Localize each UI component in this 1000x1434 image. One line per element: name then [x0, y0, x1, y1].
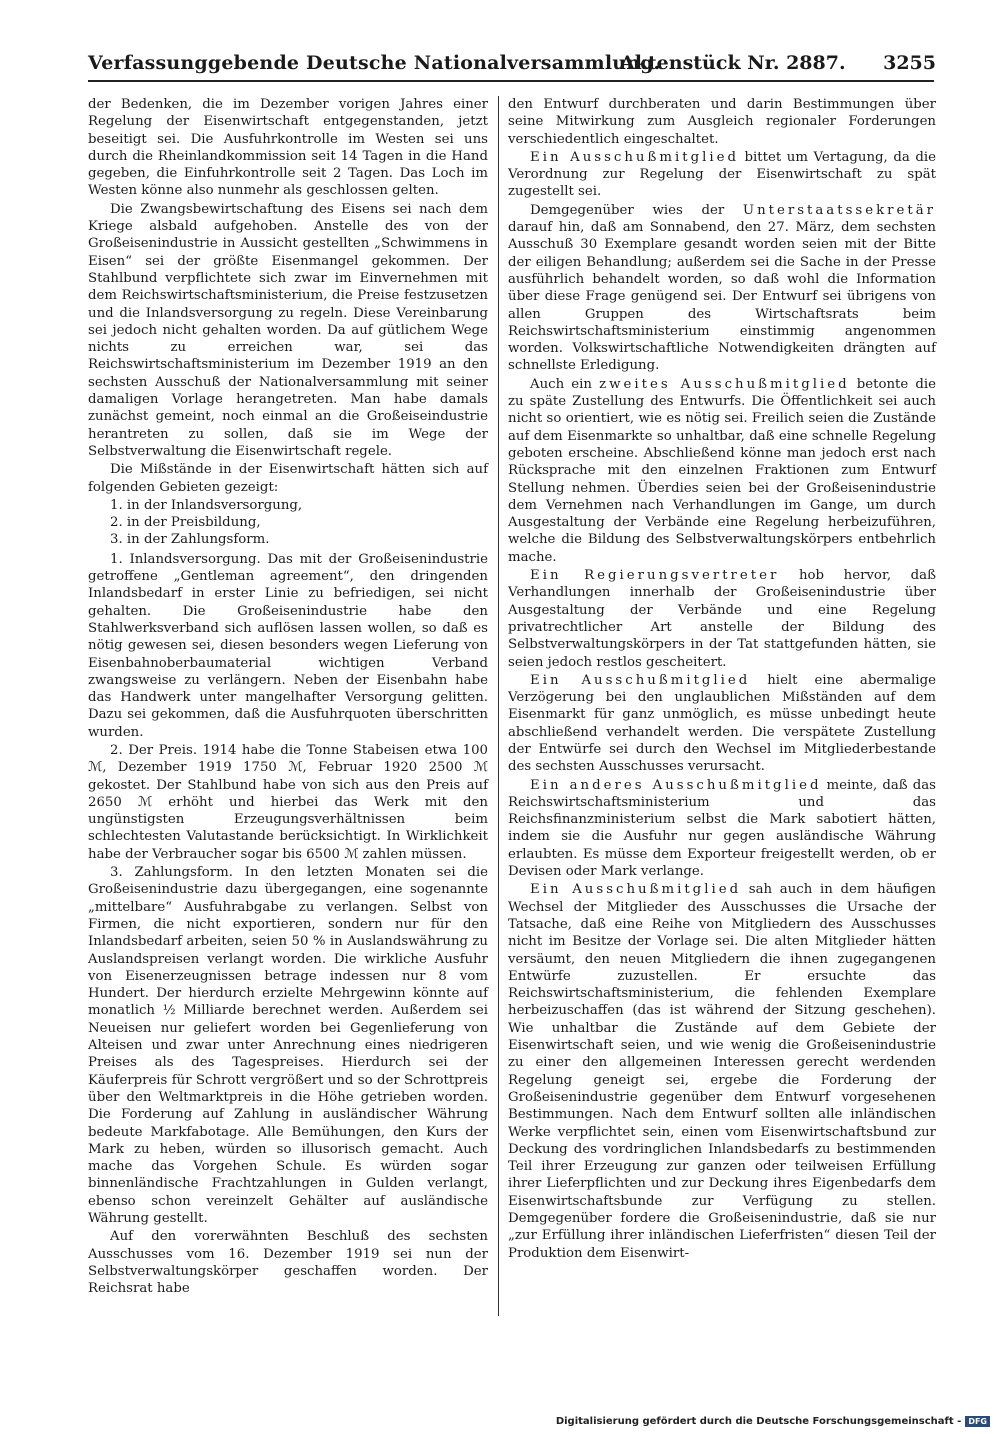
paragraph: Die Mißstände in der Eisenwirtschaft hätten sich auf folgenden Gebieten gezeigt:: [88, 462, 488, 495]
paragraph-text: sah auch in dem häufigen Wechsel der Mitglieder des Ausschusses die Ursache der Tatsache, daß eine Reihe von Mitgliedern des Ausschusses nicht im Besitze der Vorlage sei. Die alten Mitglieder hätten versäumt, den neuen Mitgliedern die ihnen zugegangenen Entwürfe zuzustellen. Er ersuchte das Reichswirtschaftsministerium, die fehlenden Exemplare herbeizuschaffen (das ist während der Sitzung geschehen). Wie unhaltbar die Zustände auf dem Gebiete der Eisenwirtschaft seien, und wie wenig die Großeisenindustrie zu einer den allgemeinen Interessen gerecht werdenden Regelung geneigt sei, ergebe die Forderung der Großeisenindustrie gegenüber dem Entwurf vorgesehenen Bestimmungen. Nach dem Entwurf sollten alle inländischen Werke verpflichtet sein, einen vom Eisenwirtschaftsbund zur Deckung des vordringlichen Inlandsbedarfs zu bestimmenden Teil ihrer Erzeugung zur ganzen oder teilweisen Erfüllung ihrer Lieferpflichten und zur Deckung ihres Eigenbedarfs dem Eisenwirtschaftsbunde zur Verfügung zu stellen. Demgegenüber fordere die Großeisenindustrie, daß sie nur „zur Erfüllung ihrer inländischen Lieferfristen“ diesen Teil der Produktion dem Eisenwirt-: [508, 882, 936, 1261]
header-title: Verfassunggebende Deutsche Nationalversammlung.: [88, 52, 661, 74]
paragraph-text: bittet um Vertagung, da die Verordnung zur Regelung der Eisenwirtschaft zu spät zugestellt sei.: [508, 149, 936, 200]
paragraph: [508, 672, 936, 776]
speaker: Ein Ausschußmitglied: [530, 882, 742, 898]
paragraph-text: darauf hin, daß am Sonnabend, den 27. März, dem sechsten Ausschuß 30 Exemplare gesandt worden seien mit der Bitte der eiligen Behandlung; außerdem sei die Sache in der Presse ausführlich behandelt worden, so daß wohl die Information über diese Frage genügend sei. Der Entwurf sei übrigens von allen Gruppen des Wirtschaftsrats beim Reichswirtschaftsministerium einstimmig angenommen worden. Volkswirtschaftliche Notwendigkeiten drängten auf schnellste Erledigung.: [508, 220, 936, 374]
speaker: Ein anderes Ausschußmitglied: [530, 777, 822, 793]
paragraph: [508, 777, 936, 881]
page-header: [88, 52, 936, 82]
paragraph: 2. Der Preis. 1914 habe die Tonne Stabeisen etwa 100 ℳ, Dezember 1919 1750 ℳ, Februar 1920 2500 ℳ gekostet. Der Stahlbund habe von sich aus den Preis auf 2650 ℳ erhöht und hierbei das Werk mit den ungünstigsten Erzeugungsverhältnissen beim schlechtesten Valutastande berücksichtigt. In Wirklichkeit habe der Verbraucher sogar bis 6500 ℳ zahlen müssen.: [88, 742, 488, 862]
right-column: [508, 96, 936, 1263]
digitization-footer: [556, 1416, 990, 1427]
list-item: 3. in der Zahlungsform.: [110, 532, 270, 548]
paragraph: [508, 202, 936, 375]
paragraph: 3. Zahlungsform. In den letzten Monaten sei die Großeisenindustrie dazu übergegangen, eine sogenannte „mittelbare“ Ausfuhrabgabe zu verlangen. Selbst von Firmen, die nicht exportieren, sondern nur für den Inlandsbedarf arbeiten, seien 50 % in Auslandswährung zu Auslandspreisen verlangt worden. Die wirkliche Ausfuhr von Eisenerzeugnissen betrage indessen nur 8 vom Hundert. Der hierdurch erzielte Mehrgewinn könnte auf monatlich ½ Milliarde berechnet werden. Außerdem sei Neueisen nur geliefert worden bei Gegenlieferung von Alteisen und zwar unter Anrechnung eines niedrigeren Preises als des Tagespreises. Hierdurch sei der Käuferpreis für Schrott vergrößert und so der Schrottpreis über den Weltmarktpreis in die Höhe getrieben worden. Die Forderung auf Zahlung in ausländischer Währung bedeute Markfabotage. Alle Bemühungen, den Kurs der Mark zu heben, würden so illusorisch gemacht. Auch mache das Vorgehen Schule. Es würden sogar binnenländische Frachtzahlungen in Gulden verlangt, ebenso schon vereinzelt Gehälter auf ausländische Währung gestellt.: [88, 865, 488, 1226]
paragraph: [508, 376, 936, 566]
paragraph: [508, 149, 936, 201]
paragraph-text: betonte die zu späte Zustellung des Entwurfs. Die Öffentlichkeit sei auch nicht so orientiert, wie es nötig sei. Freilich seien die Zustände auf dem Eisenmarkte so unhaltbar, daß eine schnelle Regelung geboten erscheine. Abschließend könne man jedoch erst nach Rücksprache mit den einzelnen Fraktionen zum Entwurf Stellung nehmen. Überdies seien bei der Großeisenindustrie dem Vernehmen nach Verhandlungen im Gange, um durch Ausgestaltung der Verbände eine Regelung herbeizuführen, welche die Bildung des Selbstverwaltungskörpers entbehrlich mache.: [508, 376, 936, 565]
speaker: Ein Regierungsvertreter: [530, 568, 780, 584]
page-number: 3255: [883, 52, 936, 74]
paragraph-text: Auch ein: [530, 376, 600, 392]
left-column: [88, 96, 488, 1298]
paragraph: [508, 881, 936, 1262]
speaker: Unterstaatssekretär: [742, 202, 936, 218]
paragraph: den Entwurf durchberaten und darin Bestimmungen über seine Mitwirkung zum Ausgleich regionaler Forderungen verschiedentlich eingeschaltet.: [508, 97, 936, 147]
list-item: 1. in der Inlandsversorgung,: [110, 497, 303, 513]
speaker: Ein Ausschußmitglied: [530, 672, 751, 688]
speaker: zweites Ausschußmitglied: [599, 376, 850, 392]
speaker: Ein Ausschußmitglied: [530, 149, 739, 165]
paragraph: 1. Inlandsversorgung. Das mit der Großeisenindustrie getroffene „Gentleman agreement“, den dringenden Inlandsbedarf in erster Linie zu befriedigen, sei nicht gehalten. Die Großeisenindustrie habe den Stahlwerksverband sich auflösen lassen wollen, so daß es nötig gewesen sei, diesen besonders wegen Lieferung von Eisenbahnoberbaumaterial wichtigen Verband zwangsweise zu verlängern. Neben der Eisenbahn habe das Handwerk unter mangelhafter Versorgung gelitten. Dazu sei gekommen, daß die Ausfuhrquoten überschritten wurden.: [88, 551, 488, 740]
list: [88, 497, 488, 549]
paragraph-text: hielt eine abermalige Verzögerung bei den unglaublichen Mißständen auf dem Eisenmarkt für ganz unmöglich, es müsse unbedingt heute abschließend verhandelt werden. Die verspätete Zustellung der Entwürfe sei durch den Wechsel im Mitgliederbestande des sechsten Ausschusses verursacht.: [508, 672, 937, 775]
paragraph-text: hob hervor, daß Verhandlungen innerhalb der Großeisenindustrie über Ausgestaltung der Verbände und eine Regelung privatrechtlicher Art anstelle der Bildung des Selbstverwaltungskörpers in der Tat stattgefunden hätten, sie seien jedoch restlos gescheitert.: [508, 568, 936, 670]
paragraph: Auf den vorerwähnten Beschluß des sechsten Ausschusses vom 16. Dezember 1919 sei nun der Selbstverwaltungskörper geschaffen worden. Der Reichsrat habe: [88, 1229, 488, 1297]
column-divider: [498, 96, 499, 1316]
paragraph: [508, 567, 936, 671]
header-rule: [88, 80, 934, 82]
footer-text: Digitalisierung gefördert durch die Deutsche Forschungsgemeinschaft -: [555, 1416, 962, 1427]
paragraph-text: meinte, daß das Reichswirtschaftsministerium und das Reichsfinanzministerium selbst die Mark sabotiert hätten, indem sie die Ausfuhr nur gegen ausländische Währung erlaubten. Es müsse dem Exporteur freigestellt werden, ob er Devisen oder Mark verlange.: [508, 777, 936, 880]
list-item: 2. in der Preisbildung,: [110, 515, 261, 531]
dfg-logo: DFG: [965, 1416, 990, 1427]
paragraph: Die Zwangsbewirtschaftung des Eisens sei nach dem Kriege alsbald aufgehoben. Anstelle des von der Großeisenindustrie in Aussicht gestellten „Schwimmens in Eisen“ sei der größte Eisenmangel gekommen. Der Stahlbund verpflichtete sich zwar im Einvernehmen mit dem Reichswirtschaftsministerium, die Preise festzusetzen und die Inlandsversorgung zu regeln. Diese Vereinbarung sei jedoch nicht gehalten worden. Da auf gütlichem Wege nichts zu erreichen war, sei das Reichswirtschaftsministerium im Dezember 1919 an den sechsten Ausschuß der Nationalversammlung mit seiner damaligen Vorlage herangetreten. Man habe damals zunächst gemeint, noch einmal an die Großeiseindustrie herantreten zu sollen, daß sie im Wege der Selbstverwaltung die Eisenwirtschaft regele.: [88, 201, 488, 459]
paragraph-text: Demgegenüber wies der: [530, 202, 743, 218]
paragraph: der Bedenken, die im Dezember vorigen Jahres einer Regelung der Eisenwirtschaft entgegenstanden, jetzt beseitigt sei. Die Ausfuhrkontrolle im Westen sei uns durch die Rheinlandkommission seit 14 Tagen in die Hand gegeben, die Einfuhrkontrolle seit 2 Tagen. Das Loch im Westen könne also nunmehr als geschlossen gelten.: [88, 97, 488, 199]
document-number: Aktenstück Nr. 2887.: [620, 52, 846, 74]
